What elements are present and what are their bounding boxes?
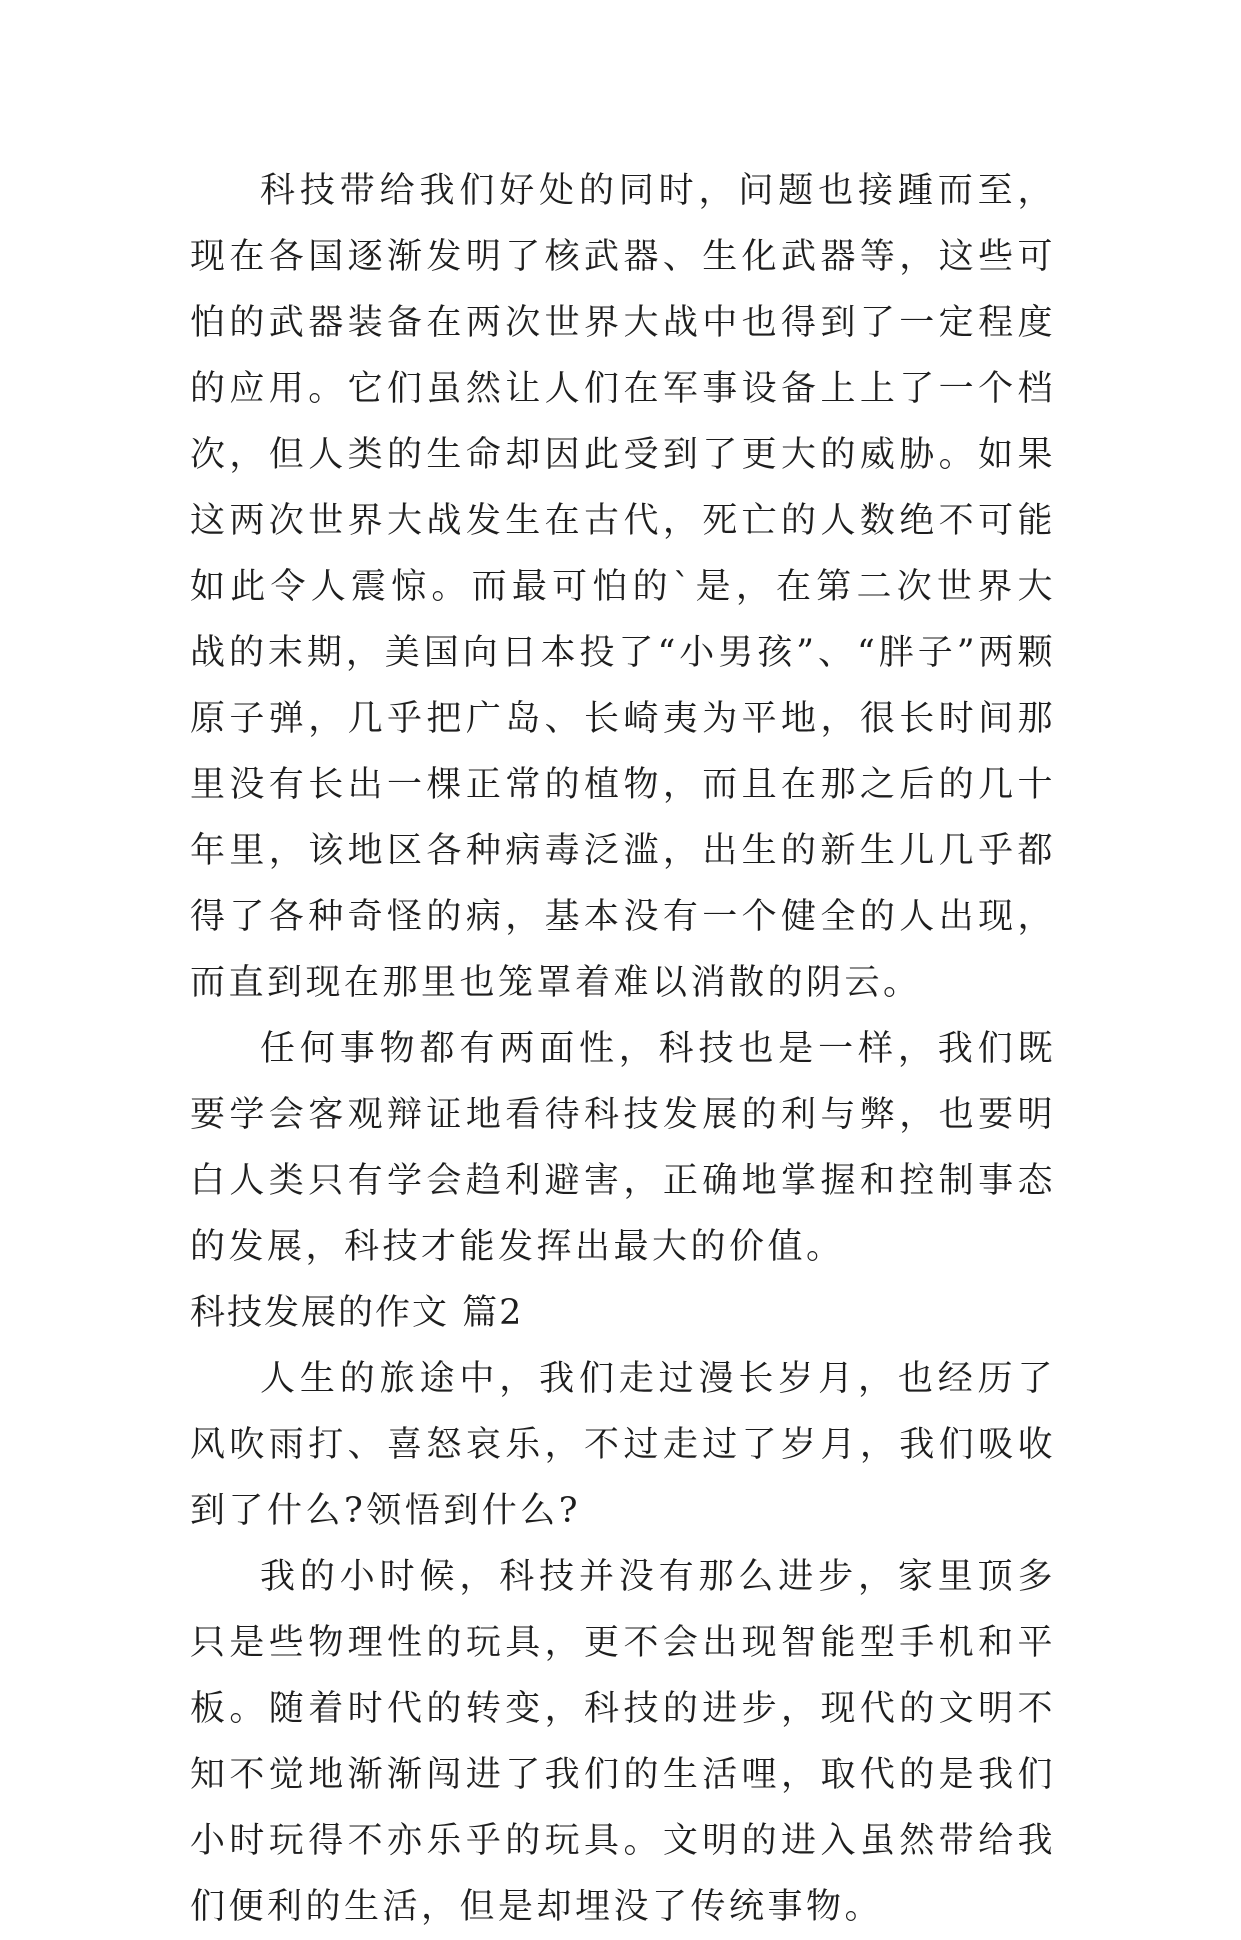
- section-heading: 科技发展的作文 篇2: [190, 1293, 524, 1333]
- document-body: [190, 158, 1056, 1940]
- paragraph-two-sides: 任何事物都有两面性，科技也是一样，我们既要学会客观辩证地看待科技发展的利与弊，也要明白人类只有学会趋利避害，正确地掌握和控制事态的发展，科技才能发挥出最大的价值。: [190, 1029, 1056, 1267]
- paragraph-life-journey: 人生的旅途中，我们走过漫长岁月，也经历了风吹雨打、喜怒哀乐，不过走过了岁月，我们吸收到了什么?领悟到什么?: [190, 1359, 1056, 1531]
- paragraph-childhood: 我的小时候，科技并没有那么进步，家里顶多只是些物理性的玩具，更不会出现智能型手机和平板。随着时代的转变，科技的进步，现代的文明不知不觉地渐渐闯进了我们的生活哩，取代的是我们小时玩得不亦乐乎的玩具。文明的进入虽然带给我们便利的生活，但是却埋没了传统事物。: [190, 1557, 1056, 1927]
- paragraph-nuclear-weapons: 科技带给我们好处的同时，问题也接踵而至，现在各国逐渐发明了核武器、生化武器等，这些可怕的武器装备在两次世界大战中也得到了一定程度的应用。它们虽然让人们在军事设备上上了一个档次，但人类的生命却因此受到了更大的威胁。如果这两次世界大战发生在古代，死亡的人数绝不可能如此令人震惊。而最可怕的`是，在第二次世界大战的末期，美国向日本投了“小男孩”、“胖子”两颗原子弹，几乎把广岛、长崎夷为平地，很长时间那里没有长出一棵正常的植物，而且在那之后的几十年里，该地区各种病毒泛滥，出生的新生儿几乎都得了各种奇怪的病，基本没有一个健全的人出现，而直到现在那里也笼罩着难以消散的阴云。: [190, 171, 1056, 1003]
